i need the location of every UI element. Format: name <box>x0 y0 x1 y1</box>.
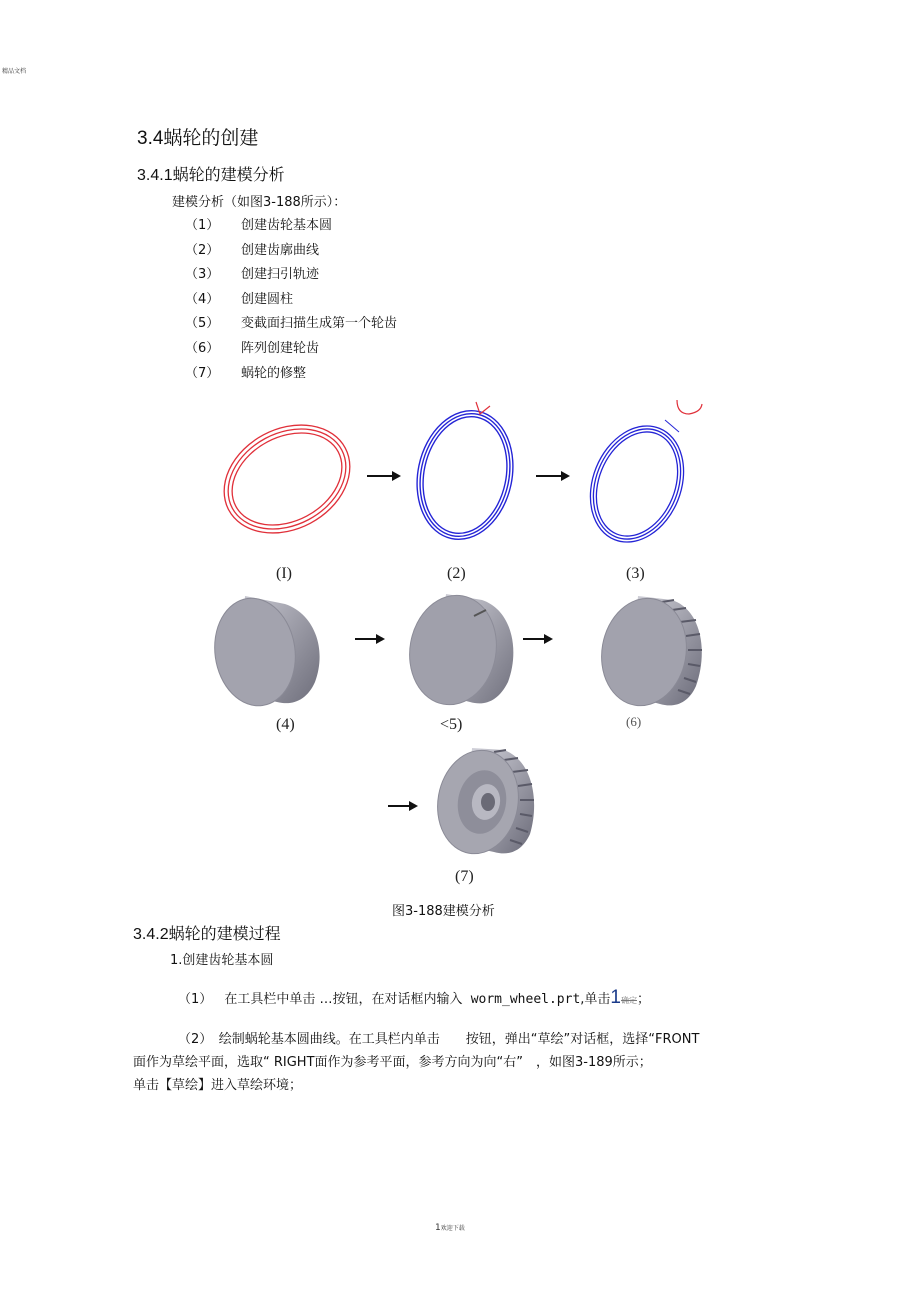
step-heading: 1.创建齿轮基本圆 <box>170 953 274 968</box>
list-item: （2） 创建齿廓曲线 <box>185 242 320 258</box>
figure-label: (2) <box>447 565 466 582</box>
figure-base-circle <box>215 412 360 547</box>
arrow-icon <box>535 470 571 482</box>
page-number: 1 <box>435 1223 441 1233</box>
analysis-intro: 建模分析（如图3-188所示）： <box>172 195 347 210</box>
paragraph-step-2-line-1: （2） 绘制蜗轮基本圆曲线。在工具栏内单击 按钮，弹出“草绘”对话框，选择“FRONT <box>178 1032 700 1047</box>
footer-text: 欢迎下载 <box>440 1225 465 1232</box>
section-title: 3.4蜗轮的创建 <box>137 128 259 149</box>
subsection-title-analysis: 3.4.1蜗轮的建模分析 <box>137 167 285 184</box>
list-item: （6） 阵列创建轮齿 <box>185 340 320 356</box>
figure-finished-worm-wheel <box>432 742 544 862</box>
paragraph-step-1: （1） 在工具栏中单击 …按钮，在对话框内输入 worm_wheel.prt,单击1确定； <box>178 987 651 1008</box>
figure-label: (6) <box>626 714 642 729</box>
step-list <box>185 214 397 386</box>
subsection-title-process: 3.4.2蜗轮的建模过程 <box>133 926 281 943</box>
arrow-icon <box>522 633 554 645</box>
figure-label: (4) <box>276 716 295 733</box>
list-item: （4） 创建圆柱 <box>185 291 294 307</box>
list-item: （1） 创建齿轮基本圆 <box>185 218 333 233</box>
arrow-icon <box>387 800 419 812</box>
paragraph-step-2-line-3: 单击【草绘】进入草绘环境； <box>133 1078 303 1093</box>
figure-label: (3) <box>626 565 645 582</box>
paragraph-step-2-line-2: 面作为草绘平面，选取“ RIGHT面作为参考平面，参考方向为向“右” ，如图3-189所示； <box>133 1055 652 1070</box>
figure-first-tooth <box>398 588 523 713</box>
figure-label: (I) <box>276 565 292 582</box>
figure-caption: 图3-188建模分析 <box>392 904 495 919</box>
list-item: （5） 变截面扫描生成第一个轮齿 <box>185 316 398 332</box>
header-note: 精品文档 <box>2 68 27 75</box>
figure-teeth-array <box>592 590 712 715</box>
list-item: （7） 蜗轮的修整 <box>185 365 307 381</box>
figure-label: (7) <box>455 868 474 885</box>
page-footer <box>435 1223 465 1233</box>
arrow-icon <box>354 633 386 645</box>
figure-sweep-trajectory <box>585 392 710 547</box>
arrow-icon <box>366 470 402 482</box>
figure-cylinder <box>205 590 335 710</box>
figure-label: <5) <box>440 716 463 733</box>
figure-tooth-profile <box>410 398 520 543</box>
list-item: （3） 创建扫引轨迹 <box>185 267 320 283</box>
